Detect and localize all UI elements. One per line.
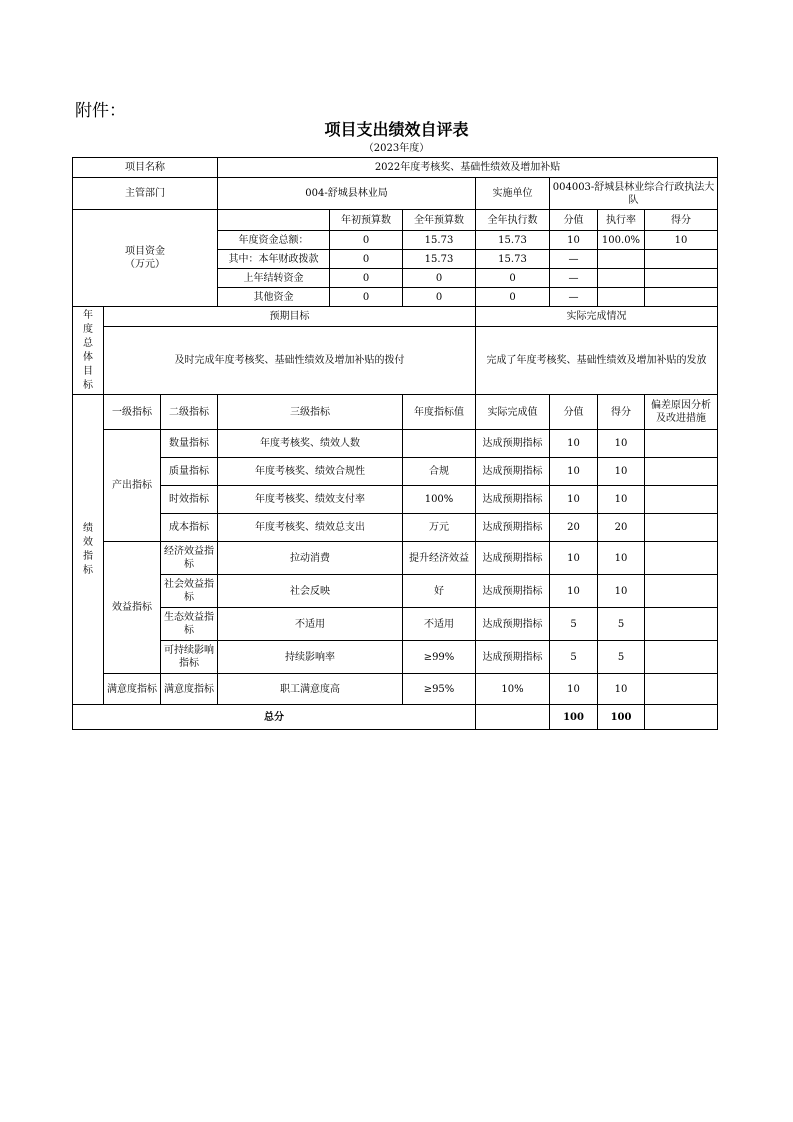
actual-value: 10% [476,674,550,705]
actual-completion-header: 实际完成情况 [476,307,718,327]
target-value-header: 年度指标值 [403,395,476,430]
score: 5 [598,608,645,641]
funds-row-label: 年度资金总额： [218,231,330,250]
project-name-value: 2022年度考核奖、基础性绩效及增加补贴 [218,158,718,178]
funds-row-cell: — [550,250,598,269]
deviation-reason [645,458,718,486]
indicator-row [73,458,718,486]
score-value: 10 [550,674,598,705]
funds-row-cell: 10 [645,231,718,250]
funds-row-cell: 0 [330,250,403,269]
score: 10 [598,430,645,458]
target-value: 100% [403,486,476,514]
funds-row-cell: 10 [550,231,598,250]
score: 5 [598,641,645,674]
funds-row-cell: — [550,269,598,288]
funds-row-cell: 0 [330,269,403,288]
level2-indicator: 数量指标 [161,430,218,458]
budget-initial-header: 年初预算数 [330,210,403,231]
level2-indicator: 生态效益指标 [161,608,218,641]
target-value: ≥95% [403,674,476,705]
level3-indicator: 年度考核奖、绩效合规性 [218,458,403,486]
score-value: 10 [550,430,598,458]
target-value: ≥99% [403,641,476,674]
level2-indicator: 满意度指标 [161,674,218,705]
funds-header-row [73,210,718,231]
indicator-row [73,674,718,705]
deviation-reason [645,514,718,542]
funds-row-cell: 15.73 [403,231,476,250]
target-value: 合规 [403,458,476,486]
score-value: 10 [550,486,598,514]
deviation-reason [645,575,718,608]
attachment-label: 附件： [75,101,126,121]
level1-indicator: 效益指标 [104,542,161,674]
actual-value-header: 实际完成值 [476,395,550,430]
actual-value: 达成预期指标 [476,430,550,458]
target-value: 不适用 [403,608,476,641]
actual-value: 达成预期指标 [476,641,550,674]
funds-row-cell [645,269,718,288]
implementing-unit-value: 004003-舒城县林业综合行政执法大队 [550,178,718,210]
level2-indicator: 成本指标 [161,514,218,542]
goal-text-row [73,327,718,395]
indicator-row [73,430,718,458]
actual-completion-text: 完成了年度考核奖、基础性绩效及增加补贴的发放 [476,327,718,395]
level2-indicator: 经济效益指标 [161,542,218,575]
actual-value: 达成预期指标 [476,608,550,641]
score-value: 5 [550,641,598,674]
score: 10 [598,458,645,486]
actual-value: 达成预期指标 [476,542,550,575]
expected-goal-header: 预期目标 [104,307,476,327]
total-label: 总分 [73,705,476,730]
level3-indicator: 年度考核奖、绩效人数 [218,430,403,458]
deviation-reason [645,608,718,641]
funds-row-cell: 0 [330,288,403,307]
total-actual [476,705,550,730]
funds-row-cell: 0 [403,269,476,288]
deviation-reason [645,486,718,514]
level1-indicator: 产出指标 [104,430,161,542]
funds-row-cell: 0 [403,288,476,307]
form-year: （2023年度） [363,143,430,154]
score-value: 10 [550,542,598,575]
funds-row-label: 其他资金 [218,288,330,307]
level2-header: 二级指标 [161,395,218,430]
level3-indicator: 持续影响率 [218,641,403,674]
funds-row-cell [598,269,645,288]
expected-goal-text: 及时完成年度考核奖、基础性绩效及增加补贴的拨付 [104,327,476,395]
level1-indicator: 满意度指标 [104,674,161,705]
project-name-row [73,158,718,178]
level3-indicator: 职工满意度高 [218,674,403,705]
indicator-row [73,641,718,674]
level3-indicator: 年度考核奖、绩效总支出 [218,514,403,542]
department-label: 主管部门 [73,178,218,210]
goal-header-row [73,307,718,327]
indicator-row [73,608,718,641]
target-value: 好 [403,575,476,608]
actual-value: 达成预期指标 [476,514,550,542]
funds-row-cell: 100.0% [598,231,645,250]
execution-rate-header: 执行率 [598,210,645,231]
total-row [73,705,718,730]
performance-indicator-label: 绩效指标 [73,395,104,705]
target-value [403,430,476,458]
score: 20 [598,514,645,542]
implementing-unit-label: 实施单位 [476,178,550,210]
deviation-reason-header: 偏差原因分析及改进措施 [645,395,718,430]
level3-indicator: 拉动消费 [218,542,403,575]
level3-indicator: 社会反映 [218,575,403,608]
level2-indicator: 时效指标 [161,486,218,514]
score-value: 10 [550,458,598,486]
indicator-row [73,542,718,575]
executed-header: 全年执行数 [476,210,550,231]
target-value: 万元 [403,514,476,542]
funds-row-cell: 15.73 [476,231,550,250]
project-name-label: 项目名称 [73,158,218,178]
funds-row-cell [645,250,718,269]
budget-annual-header: 全年预算数 [403,210,476,231]
funds-row-cell: 0 [476,269,550,288]
indicator-header-row [73,395,718,430]
indicator-row [73,486,718,514]
deviation-reason [645,641,718,674]
form-title: 项目支出绩效自评表 [324,120,469,139]
score: 10 [598,486,645,514]
total-reason [645,705,718,730]
score-value: 10 [550,575,598,608]
indicator-row [73,514,718,542]
funds-row-cell: — [550,288,598,307]
score-value-header: 分值 [550,210,598,231]
funds-row-label: 其中：本年财政拨款 [218,250,330,269]
funds-row-label: 上年结转资金 [218,269,330,288]
indicator-row [73,575,718,608]
level1-header: 一级指标 [104,395,161,430]
funds-row-cell: 15.73 [476,250,550,269]
level3-indicator: 不适用 [218,608,403,641]
annual-goal-label: 年度总体目标 [73,307,104,395]
score-value: 20 [550,514,598,542]
score: 10 [598,542,645,575]
deviation-reason [645,430,718,458]
funds-row-cell: 0 [330,231,403,250]
funds-row-cell [598,288,645,307]
target-value: 提升经济效益 [403,542,476,575]
score: 10 [598,575,645,608]
actual-value: 达成预期指标 [476,458,550,486]
funds-row-cell [598,250,645,269]
total-score-value: 100 [550,705,598,730]
score-header: 得分 [598,395,645,430]
score-value: 5 [550,608,598,641]
level2-indicator: 质量指标 [161,458,218,486]
score-value-header: 分值 [550,395,598,430]
level3-indicator: 年度考核奖、绩效支付率 [218,486,403,514]
funds-row-cell: 15.73 [403,250,476,269]
funds-row-cell [645,288,718,307]
actual-value: 达成预期指标 [476,486,550,514]
actual-value: 达成预期指标 [476,575,550,608]
deviation-reason [645,542,718,575]
score-header: 得分 [645,210,718,231]
level2-indicator: 可持续影响指标 [161,641,218,674]
department-value: 004-舒城县林业局 [218,178,476,210]
funds-label: 项目资金 （万元） [73,210,218,307]
level3-header: 三级指标 [218,395,403,430]
self-evaluation-table [72,157,718,730]
funds-row-cell: 0 [476,288,550,307]
department-row [73,178,718,210]
funds-col-blank [218,210,330,231]
total-score: 100 [598,705,645,730]
level2-indicator: 社会效益指标 [161,575,218,608]
score: 10 [598,674,645,705]
deviation-reason [645,674,718,705]
